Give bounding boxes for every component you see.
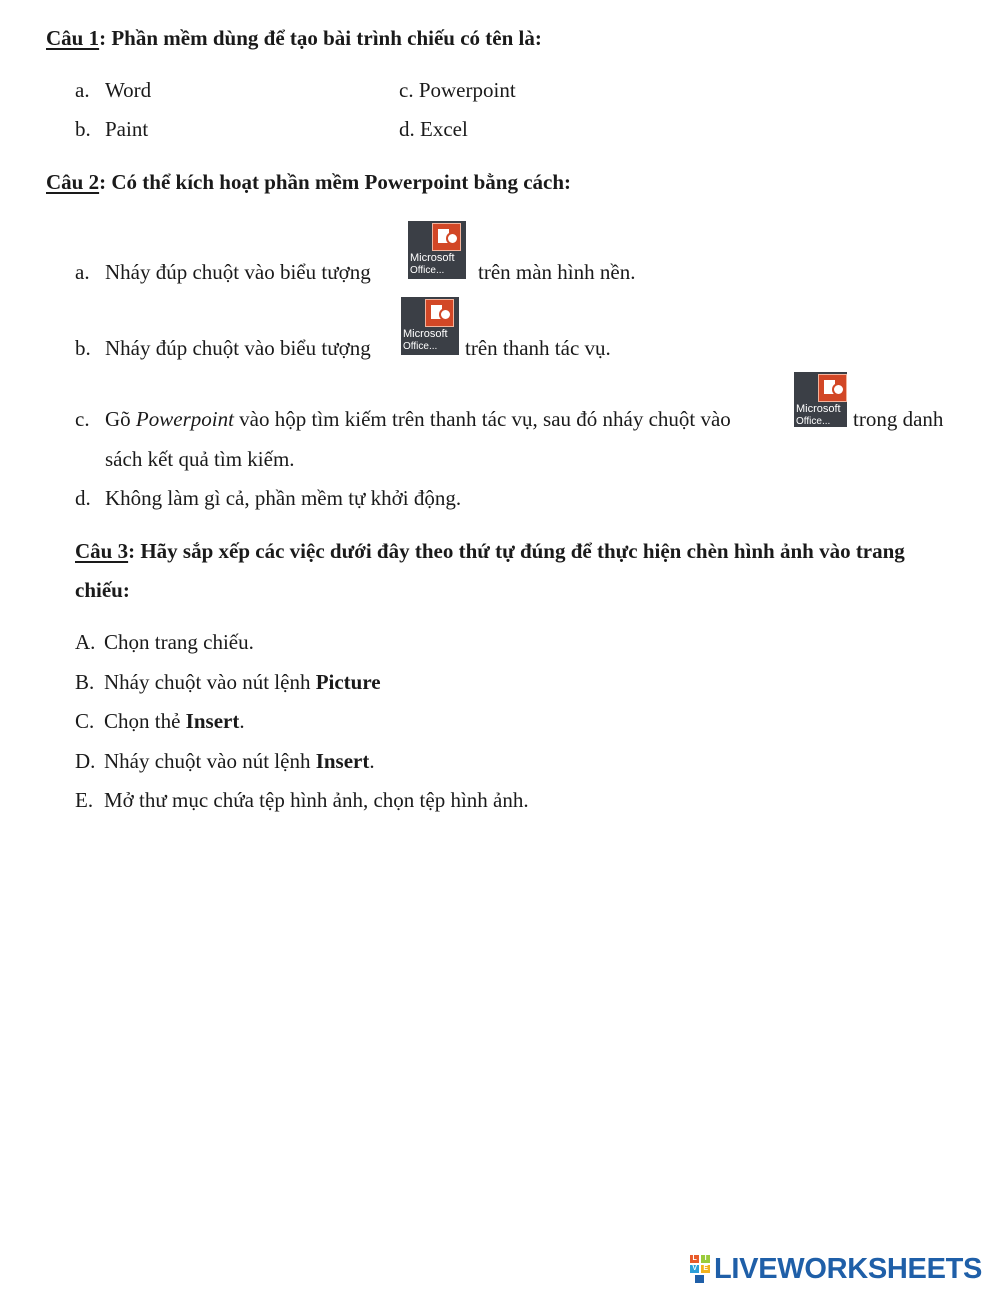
q2-option-c-line2: sách kết quả tìm kiếm.: [105, 447, 295, 471]
q3-item-a[interactable]: A. Chọn trang chiếu.: [75, 630, 254, 654]
question-1-text: : Phần mềm dùng để tạo bài trình chiếu có tên là:: [99, 26, 542, 50]
powerpoint-icon: Microsoft Office...: [401, 297, 459, 355]
question-1-label: Câu 1: [46, 26, 100, 50]
question-2-text: : Có thể kích hoạt phần mềm Powerpoint bằng cách:: [99, 170, 572, 194]
q3-item-d[interactable]: D. Nháy chuột vào nút lệnh Insert.: [75, 749, 375, 773]
liveworksheets-logo-icon: L I V E: [690, 1255, 712, 1283]
q1-option-d[interactable]: d. Excel: [399, 117, 468, 141]
liveworksheets-logo: [690, 1253, 982, 1285]
q3-item-c[interactable]: C. Chọn thẻ Insert.: [75, 709, 245, 733]
q2-option-b[interactable]: b. Nháy đúp chuột vào biểu tượng: [75, 336, 371, 360]
question-3-heading: [75, 541, 905, 562]
q2-option-d[interactable]: d. Không làm gì cả, phần mềm tự khởi động.: [75, 486, 462, 510]
liveworksheets-logo-text: LIVEWORKSHEETS: [714, 1253, 983, 1285]
q1-option-b[interactable]: b. Paint: [75, 117, 149, 141]
q2-option-b-tail: trên thanh tác vụ.: [465, 336, 611, 360]
q2-option-c[interactable]: c. Gõ Powerpoint vào hộp tìm kiếm trên thanh tác vụ, sau đó nháy chuột vào: [75, 407, 731, 431]
question-3-text-line2: chiếu:: [75, 578, 130, 602]
q1-option-c[interactable]: c. Powerpoint: [399, 78, 516, 102]
q2-option-a[interactable]: a. Nháy đúp chuột vào biểu tượng: [75, 260, 371, 284]
q3-item-e[interactable]: E. Mở thư mục chứa tệp hình ảnh, chọn tệp hình ảnh.: [75, 788, 529, 812]
question-3-label: Câu 3: [75, 539, 129, 563]
question-3-text: : Hãy sắp xếp các việc dưới đây theo thứ tự đúng để thực hiện chèn hình ảnh vào trang: [128, 539, 905, 563]
question-1-heading: [46, 28, 542, 49]
q2-option-a-tail: trên màn hình nền.: [478, 260, 636, 284]
powerpoint-icon: Microsoft Office...: [408, 221, 466, 279]
powerpoint-icon: Microsoft Office...: [794, 372, 847, 427]
q2-option-c-tail: trong danh: [853, 407, 944, 431]
question-2-heading: [46, 172, 571, 193]
question-2-label: Câu 2: [46, 170, 100, 194]
q3-item-b[interactable]: B. Nháy chuột vào nút lệnh Picture: [75, 670, 381, 694]
q1-option-a[interactable]: a. Word: [75, 78, 152, 102]
